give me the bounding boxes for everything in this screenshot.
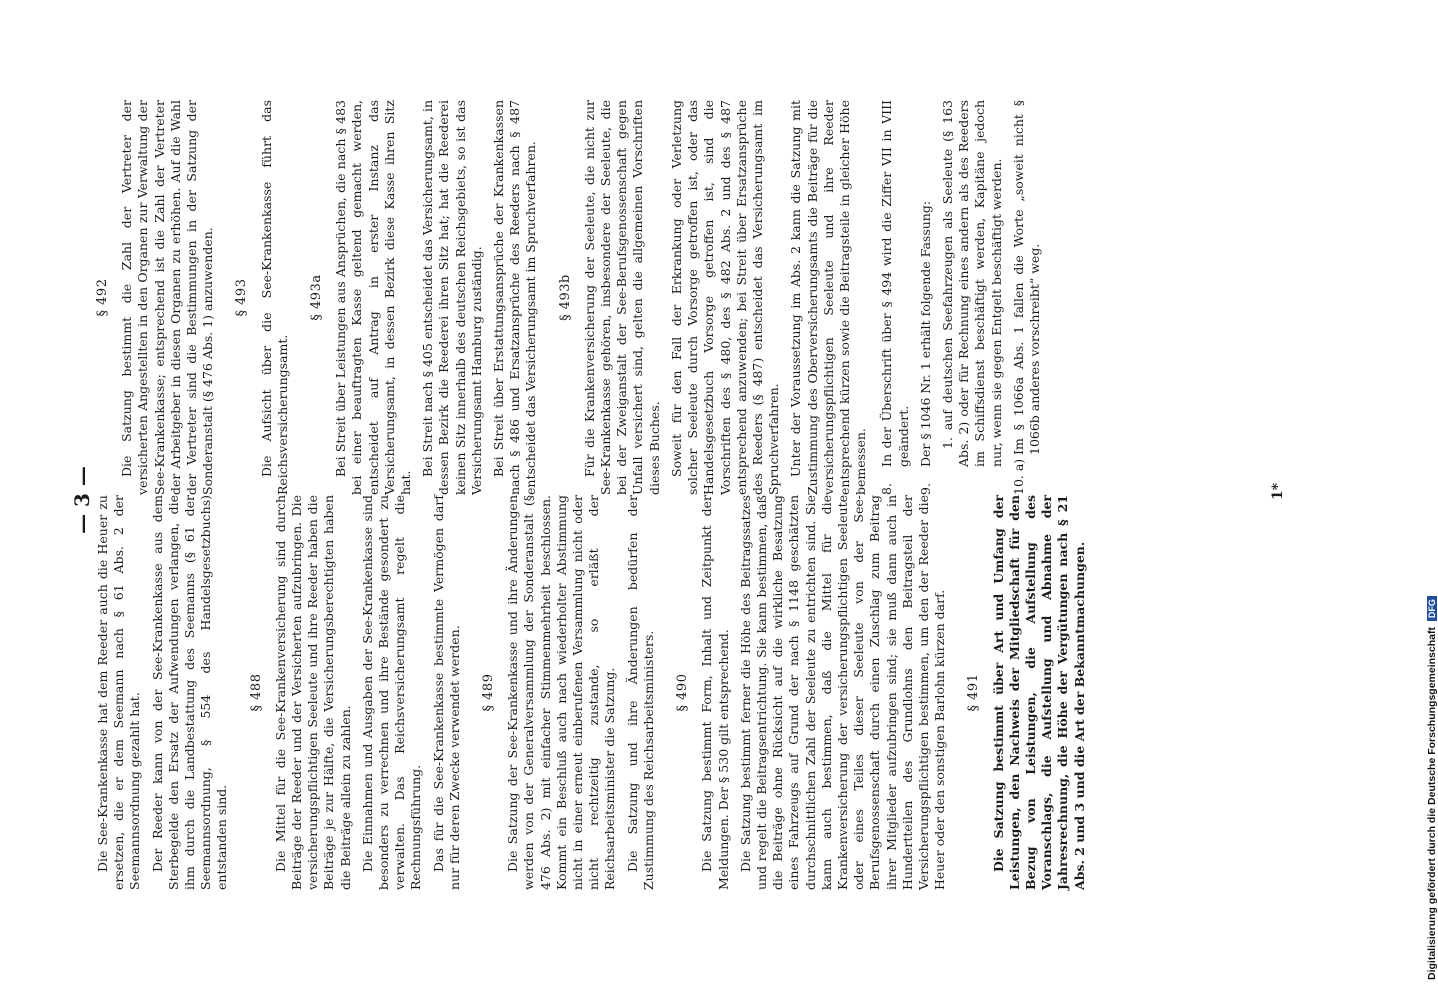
section-paragraph: Soweit für den Fall der Erkrankung oder Verletzung solcher Seeleute durch Vorsorge getroffen ist, oder das Handelsgesetzbuch Vorsorge getroffen ist, sind die Vorschriften des § 480, des § 482 Abs. 2 und des § 487 entsprechend anzuwenden; bei Streit über Ersatzansprüche des Reeders (§ 487) entscheidet das Versicherungsamt im Spruchverfahren. bbox=[668, 100, 782, 495]
section-heading: § 493b bbox=[557, 274, 573, 321]
section-paragraph: Die Satzung und ihre Änderungen bedürfen der Zustimmung des Reichsarbeitsministers. bbox=[624, 495, 656, 890]
section-493a bbox=[309, 100, 540, 495]
item-number: 8. bbox=[879, 483, 895, 495]
digitization-note-text bbox=[1426, 596, 1438, 980]
section-heading: § 492 bbox=[95, 278, 110, 317]
numbered-item bbox=[879, 100, 911, 495]
section-paragraph: Die Satzung bestimmt über Art und Umfang der Leistungen, den Nachweis der Mitgliedschaft für den Bezug von Leistungen, die Aufstellung des Voranschlags, die Aufstellung und Abnahme der Jahresrechnung, die Höhe der Vergütungen nach § 21 Abs. 2 und 3 und die Art der Bekanntmachungen. bbox=[990, 495, 1087, 890]
digitization-text: Digitalisierung gefördert durch die Deutsche Forschungsgemeinschaft bbox=[1426, 627, 1438, 980]
section-493b bbox=[558, 100, 870, 495]
item-number: 9. bbox=[917, 483, 933, 495]
item-text: Der § 1046 Nr. 1 erhält folgende Fassung: bbox=[917, 200, 933, 467]
section-492 bbox=[95, 100, 216, 495]
section-heading: § 491 bbox=[966, 673, 982, 712]
footnote-mark: 1* bbox=[1270, 482, 1286, 500]
sub-paragraph: 1. auf deutschen Seefahrzeugen als Seeleute (§ 163 Abs. 2) oder für Rechnung eines andern als des Reeders im Schiffsdienst beschäftigt werden, Kapitäne jedoch nur, wenn sie gegen Entgelt beschäftigt werden. bbox=[939, 100, 1004, 467]
sub-paragraph-block bbox=[940, 100, 1005, 495]
section-paragraph: Die Mittel für die See-Krankenversicherung sind durch Beiträge der Reeder und der Versicherten aufzubringen. Die versicherungspflichtigen Seeleute und ihre Reeder haben die Beiträge je zur Hälfte, die Versicherungsberechtigten haben die Beiträge allein zu zahlen. bbox=[272, 495, 353, 890]
item-text: In der Überschrift über § 494 wird die Ziffer VII in VIII geändert. bbox=[879, 100, 911, 467]
section-paragraph: Die Satzung bestimmt Form, Inhalt und Zeitpunkt der Meldungen. Der § 530 gilt entsprechend. bbox=[699, 495, 731, 890]
section-490 bbox=[675, 495, 948, 890]
item-text: Im § 1066a Abs. 1 fallen die Worte „soweit nicht § 1066b anderes vorschreibt“ weg. bbox=[1010, 100, 1042, 455]
section-493 bbox=[234, 100, 291, 495]
section-heading: § 493 bbox=[234, 278, 250, 317]
section-paragraph: Die Einnahmen und Ausgaben der See-Krankenkasse sind besonders zu verrechnen und ihre Bestände gesondert zu verwalten. Das Reichsversicherungsamt regelt die Rechnungsführung. bbox=[359, 495, 424, 890]
section-491 bbox=[966, 495, 1087, 890]
section-paragraph: Das für die See-Krankenkasse bestimmte Vermögen darf nur für deren Zwecke verwendet werden. bbox=[430, 495, 462, 890]
section-paragraph: Bei Streit über Leistungen aus Ansprüchen, die nach § 483 bei einer beauftragten Kasse geltend gemacht werden, entscheidet auf Antrag in erster Instanz das Versicherungsamt, in dessen Bezirk diese Kasse ihren Sitz hat. bbox=[333, 100, 414, 495]
section-paragraph: Unter der Voraussetzung im Abs. 2 kann die Satzung mit Zustimmung des Oberversicherungsamts die Beiträge für die versicherungspflichtigen Seeleute und ihre Reeder entsprechend kürzen sowie die Beitragsteile in gleicher Höhe bemessen. bbox=[788, 100, 869, 495]
section-paragraph: Bei Streit über Erstattungsansprüche der Krankenkassen nach § 486 und Ersatzansprüche des Reeders nach § 487 entscheidet das Versicherungsamt im Spruchverfahren. bbox=[491, 100, 539, 495]
section-heading: § 488 bbox=[248, 673, 264, 712]
section-paragraph: Die Aufsicht über die See-Krankenkasse führt das Reichsversicherungsamt. bbox=[258, 100, 290, 495]
section-488 bbox=[249, 495, 463, 890]
numbered-item bbox=[1011, 100, 1043, 495]
section-heading: § 490 bbox=[675, 673, 691, 712]
dfg-logo-badge: DFG bbox=[1427, 596, 1437, 621]
section-paragraph: Für die Krankenversicherung der Seeleute, die nicht zur See-Krankenkasse gehören, insbesondere der Seeleute, die bei der Zweiganstalt der See-Berufsgenossenschaft gegen Unfall versichert sind, gelten die allgemeinen Vorschriften dieses Buches. bbox=[581, 100, 662, 495]
section-paragraph: Die Satzung bestimmt ferner die Höhe des Beitragssatzes und regelt die Beitragsentrichtung. Sie kann bestimmen, daß die Beiträge ohne Rücksicht auf die wirkliche Besatzung eines Fahrzeugs auf Grund der nach § 1148 geschätzten durchschnittlichen Zahl der Seeleute zu entrichten sind. Sie kann auch bestimmen, daß die Mittel für die Krankenversicherung der versicherungspflichtigen Seeleute oder eines Teiles dieser Seeleute von der See-Berufsgenossenschaft durch einen Zuschlag zum Beitrag ihrer Mitglieder aufzubringen sind; sie muß dann auch in Hundertteilen des Grundlohns den Beitragsteil der Versicherungspflichtigen bestimmen, um den der Reeder die Heuer oder den sonstigen Barlohn kürzen darf. bbox=[737, 495, 948, 890]
section-paragraph: Bei Streit nach § 405 entscheidet das Versicherungsamt, in dessen Bezirk die Reederei ihren Sitz hat; hat die Reederei keinen Sitz innerhalb des deutschen Reichsgebiets, so ist das Versicherungsamt Hamburg zuständig. bbox=[420, 100, 484, 495]
section-heading: § 489 bbox=[481, 673, 497, 712]
digitization-note bbox=[1398, 20, 1438, 980]
intro-paragraph: Der Reeder kann von der See-Krankenkasse aus dem Sterbegelde den Ersatz der Aufwendungen verlangen, die ihm durch die Landbestattung des Seemanns (§ 61 der Seemannsordnung, § 554 des Handelsgesetzbuchs) entstanden sind. bbox=[149, 495, 230, 890]
left-column bbox=[95, 495, 1098, 890]
section-489 bbox=[481, 495, 657, 890]
section-paragraph: Die Satzung bestimmt die Zahl der Vertreter der versicherten Angestellten in den Organen zur Verwaltung der See-Krankenkasse; entsprechend ist die Zahl der Vertreter der Arbeitgeber in diesen Organen zu erhöhen. Auf die Wahl der Vertreter sind die Bestimmungen in der Satzung der Sonderanstalt (§ 476 Abs. 1) anzuwenden. bbox=[119, 100, 216, 495]
item-number: 10. a) bbox=[1010, 458, 1026, 495]
numbered-item bbox=[918, 100, 934, 495]
right-column bbox=[95, 100, 1049, 495]
section-paragraph: Die Satzung der See-Krankenkasse und ihre Änderungen werden von der Generalversammlung der Sonderanstalt (§ 476 Abs. 2) mit einfacher Stimmenmehrheit beschlossen. Kommt ein Beschluß auch nach wiederholter Abstimmung nicht in einer erneut einberufenen Versammlung nicht oder nicht rechtzeitig zustande, so erläßt der Reichsarbeitsminister die Satzung. bbox=[505, 495, 618, 890]
section-heading: § 493a bbox=[309, 274, 325, 321]
intro-paragraph: Die See-Krankenkasse hat dem Reeder auch die Heuer zu ersetzen, die er dem Seemann nach § 61 Abs. 2 der Seemannsordnung gezahlt hat. bbox=[95, 495, 143, 890]
page-number: — 3 — bbox=[70, 466, 94, 534]
